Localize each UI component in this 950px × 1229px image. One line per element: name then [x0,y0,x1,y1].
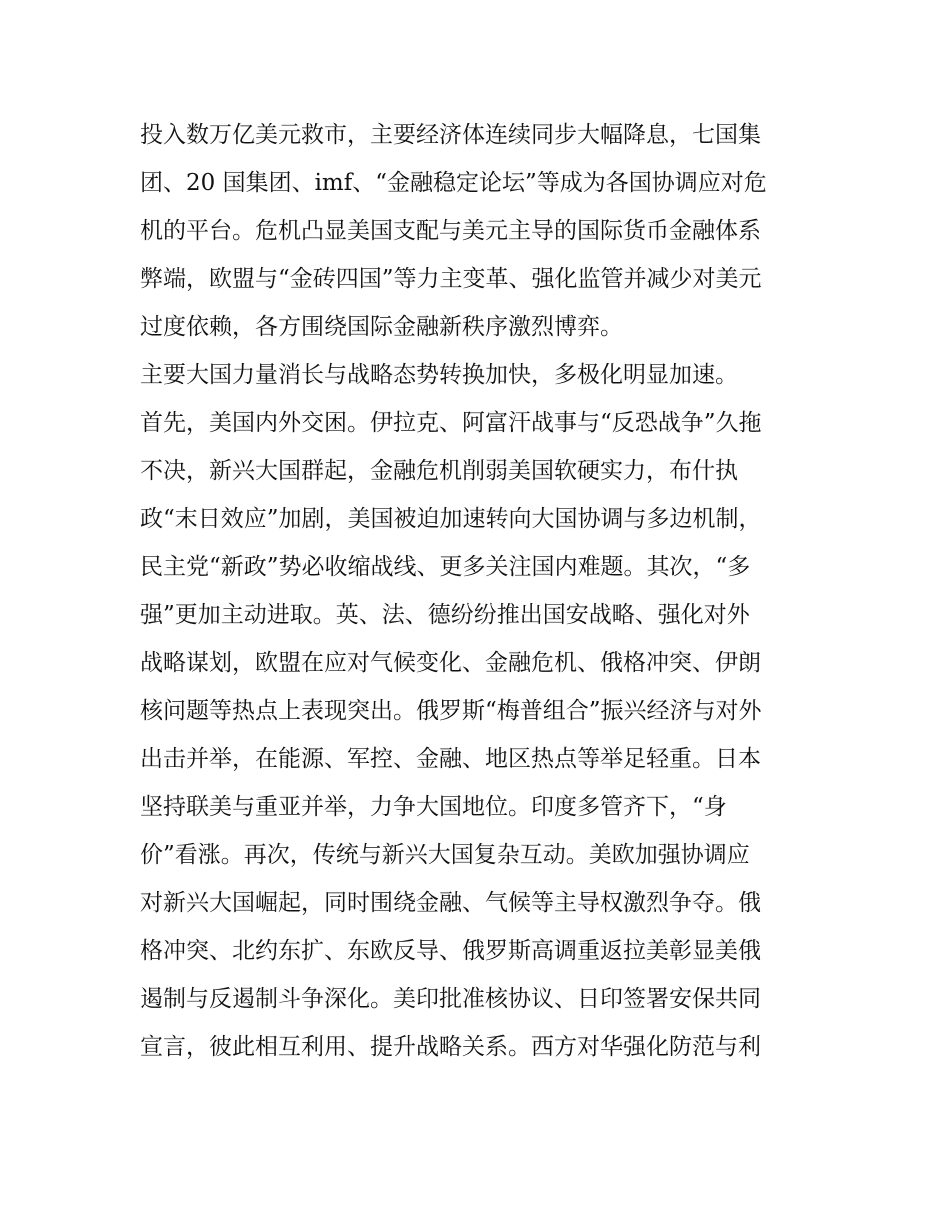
body-text [140,111,820,1071]
text-line: 政“末日效应”加剧，美国被迫加速转向大国协调与多边机制， [140,506,762,532]
text-line: 团、20 国集团、imf、“金融稳定论坛”等成为各国协调应对危 [140,170,767,196]
text-line: 核问题等热点上表现突出。俄罗斯“梅普组合”振兴经济与对外 [140,698,762,724]
text-line: 遏制与反遏制斗争深化。美印批准核协议、日印签署安保共同 [140,986,761,1012]
text-line: 投入数万亿美元救市，主要经济体连续同步大幅降息，七国集 [140,122,761,148]
text-line: 主要大国力量消长与战略态势转换加快，多极化明显加速。 [140,362,738,388]
text-line: 格冲突、北约东扩、东欧反导、俄罗斯高调重返拉美彰显美俄 [140,938,761,964]
text-line: 强”更加主动进取。英、法、德纷纷推出国安战略、强化对外 [140,602,750,628]
text-line: 对新兴大国崛起，同时围绕金融、气候等主导权激烈争夺。俄 [140,890,761,916]
text-line: 不决，新兴大国群起，金融危机削弱美国软硬实力，布什执 [140,458,738,484]
text-line: 首先，美国内外交困。伊拉克、阿富汗战事与“反恐战争”久拖 [140,410,762,436]
text-line: 过度依赖，各方围绕国际金融新秩序激烈博弈。 [140,314,623,340]
text-line: 坚持联美与重亚并举，力争大国地位。印度多管齐下，“身 [140,794,727,820]
text-line: 机的平台。危机凸显美国支配与美元主导的国际货币金融体系 [140,218,761,244]
text-line: 出击并举，在能源、军控、金融、地区热点等举足轻重。日本 [140,746,761,772]
text-line: 宣言，彼此相互利用、提升战略关系。西方对华强化防范与利 [140,1034,761,1060]
text-line: 战略谋划，欧盟在应对气候变化、金融危机、俄格冲突、伊朗 [140,650,761,676]
text-line: 价”看涨。再次，传统与新兴大国复杂互动。美欧加强协调应 [140,842,750,868]
text-line: 弊端，欧盟与“金砖四国”等力主变革、强化监管并减少对美元 [140,266,762,292]
text-line: 民主党“新政”势必收缩战线、更多关注国内难题。其次，“多 [140,554,751,580]
